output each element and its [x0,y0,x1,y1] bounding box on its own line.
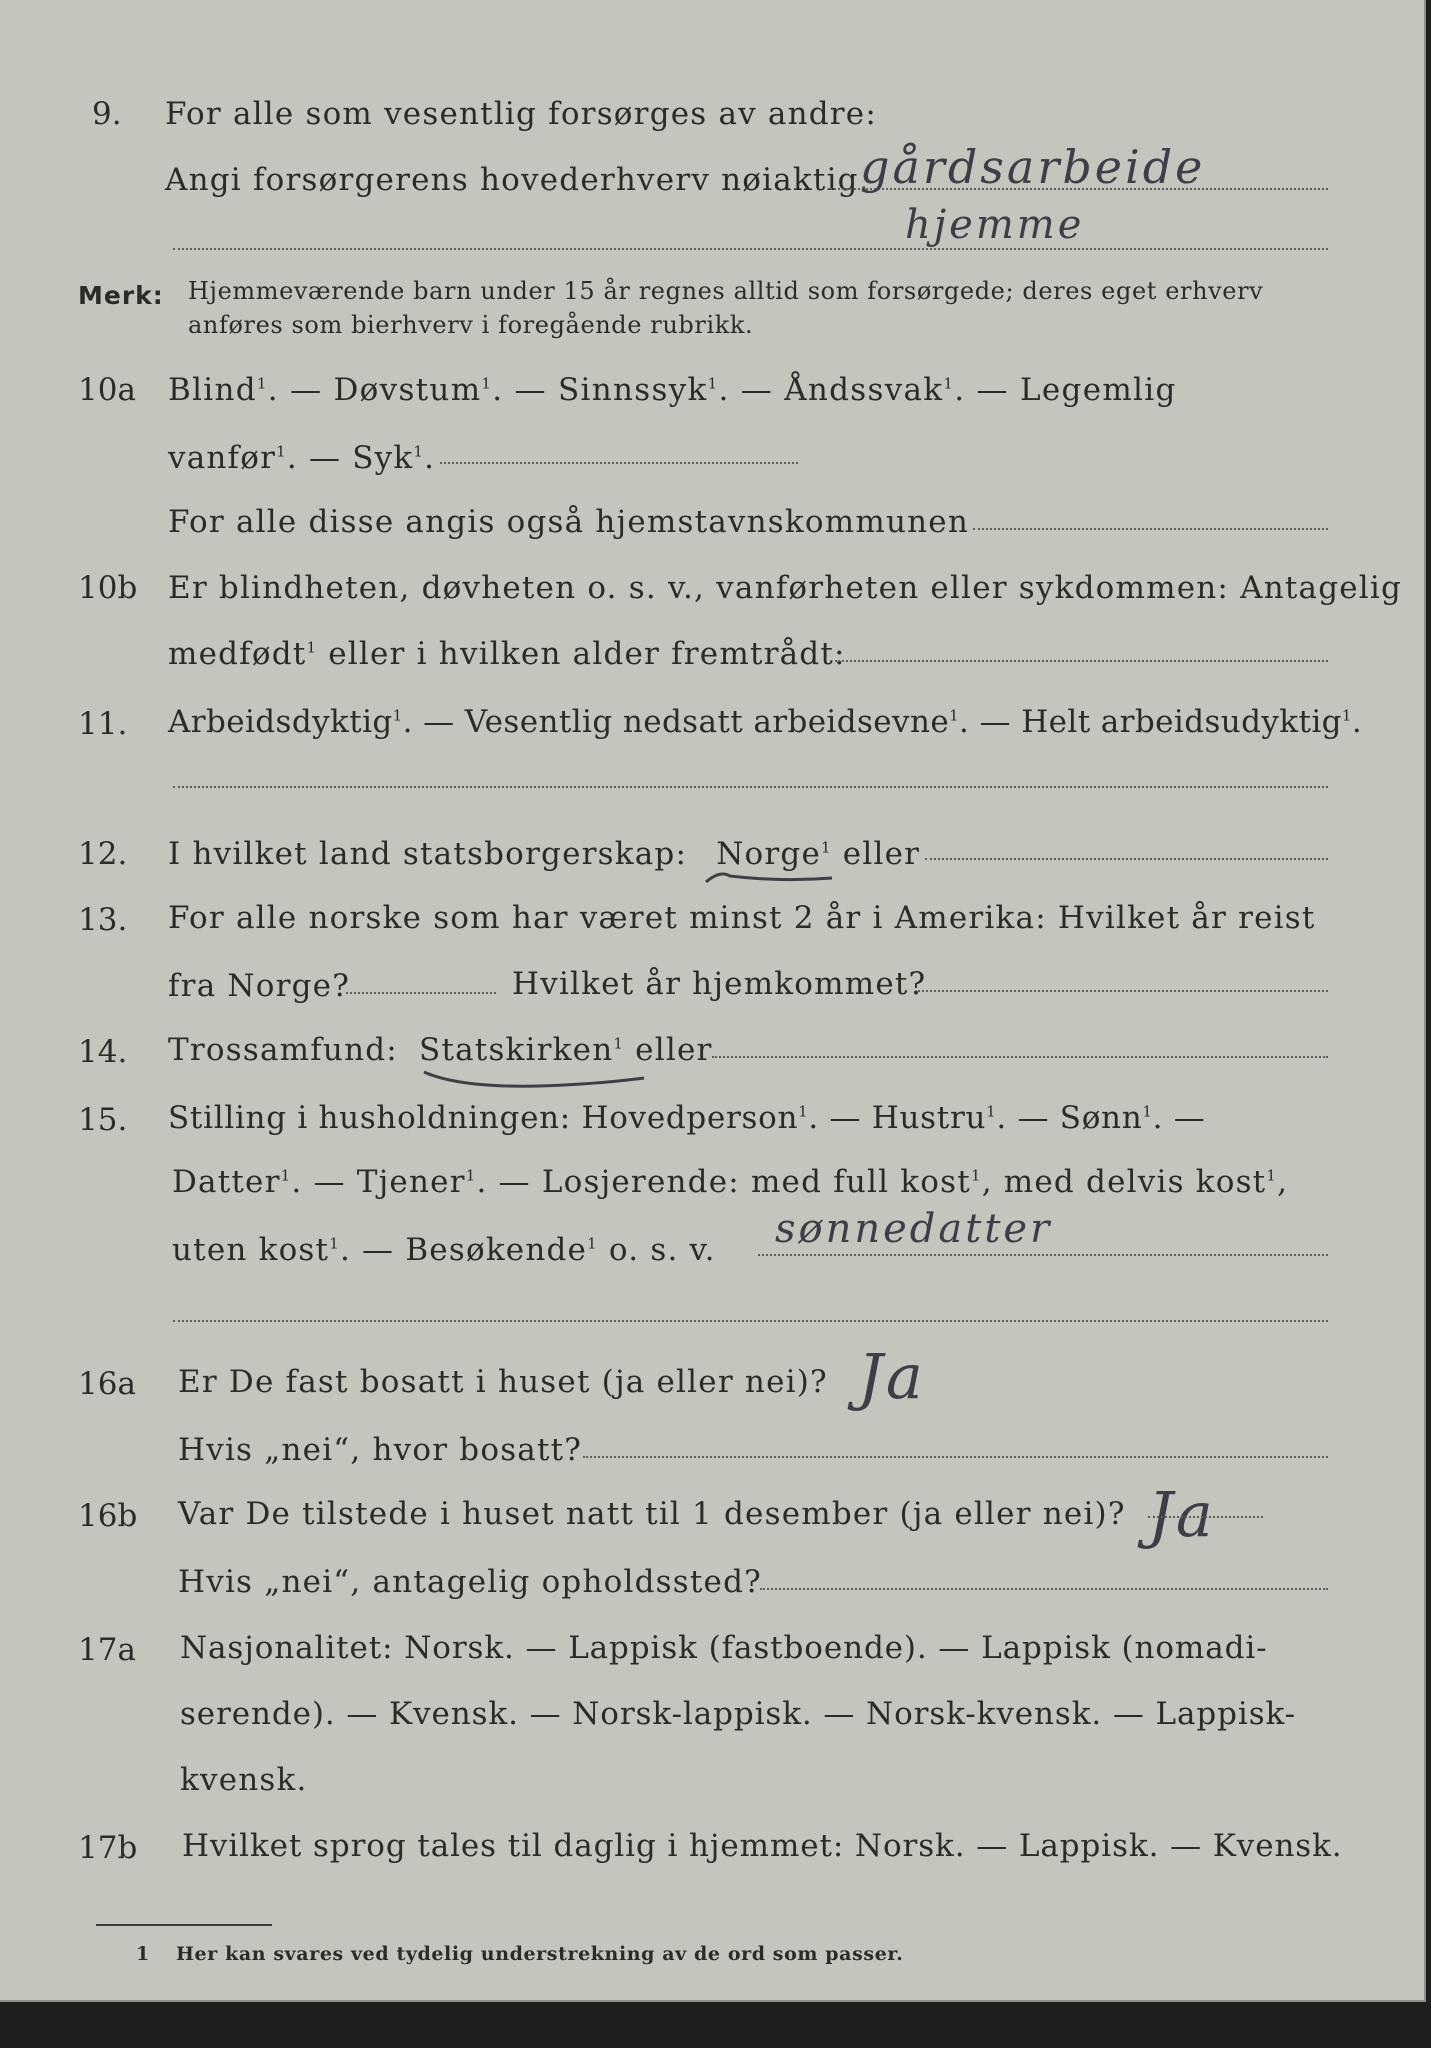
q16a-number: 16a [78,1366,136,1402]
q10b-answer-line[interactable] [835,660,1328,662]
q15-text-line1: Stilling i husholdningen: Hovedperson$^1$. — Hustru$^1$. — Sønn$^1$. — [168,1100,1206,1136]
q10a-text-line1: Blind$^1$. — Døvstum$^1$. — Sinnssyk$^1$. — Åndssvak$^1$. — Legemlig [168,372,1177,408]
footnote-text: Her kan svares ved tydelig understrekning av de ord som passer. [176,1943,904,1965]
q14-answer-line[interactable] [712,1056,1328,1058]
merk-text-line2: anføres som bierhverv i foregående rubrikk. [188,311,754,339]
q17b-text-line1: Hvilket sprog tales til daglig i hjemmet: Norsk. — Lappisk. — Kvensk. [182,1828,1343,1864]
footnote-rule [96,1924,272,1926]
q16b-text-line2: Hvis „nei“, antagelig opholdssted? [178,1564,762,1600]
q12-text-line1: I hvilket land statsborgerskap: Norge$^1$ eller [168,836,921,872]
q16a-handwritten-answer: Ja [858,1340,926,1413]
q17b-number: 17b [78,1830,138,1866]
q17a-text-line2: serende). — Kvensk. — Norsk-lappisk. — Norsk-kvensk. — Lappisk- [180,1696,1297,1732]
q15-answer-line[interactable] [758,1254,1328,1256]
merk-text-line1: Hjemmeværende barn under 15 år regnes alltid som forsørgede; deres eget erhverv [188,277,1264,305]
q15-number: 15. [78,1102,128,1138]
q10b-number: 10b [78,570,138,606]
q12-underline-mark [700,848,840,888]
q14-underline-mark [420,1066,650,1094]
q15-text-line3: uten kost$^1$. — Besøkende$^1$ o. s. v. [172,1232,716,1268]
q15-handwritten-answer: sønnedatter [775,1206,1053,1252]
q15-answer-line2[interactable] [173,1320,1328,1322]
q13-return-year-line[interactable] [918,990,1328,992]
q10b-text-line1: Er blindheten, døvheten o. s. v., vanførheten eller sykdommen: Antagelig [168,570,1403,606]
q16b-answer-line[interactable] [1148,1516,1263,1518]
q16b-number: 16b [78,1498,138,1534]
footnote-marker: 1 [136,1943,150,1965]
q12-number: 12. [78,836,128,872]
q11-answer-line[interactable] [173,786,1328,788]
q10b-text-line2: medfødt$^1$ eller i hvilken alder fremtrådt: [168,636,846,672]
q16b-handwritten-answer: Ja [1148,1478,1216,1551]
q17a-number: 17a [78,1632,136,1668]
q13-number: 13. [78,902,128,938]
q9-text-line1: For alle som vesentlig forsørges av andre: [165,96,877,132]
q14-number: 14. [78,1034,128,1070]
q9-answer-line2[interactable] [173,248,1328,250]
q13-text-line2b: Hvilket år hjemkommet? [512,966,927,1002]
q12-answer-line[interactable] [925,858,1328,860]
q14-text-line1: Trossamfund: Statskirken$^1$ eller [168,1032,713,1068]
q9-number: 9. [92,96,122,132]
q10a-text-line2: vanfør$^1$. — Syk$^1$. [168,440,436,476]
q11-number: 11. [78,706,128,742]
q9-handwritten-answer1: gårdsarbeide [860,140,1206,194]
merk-label: Merk: [78,281,164,310]
q13-text-line1: For alle norske som har været minst 2 år i Amerika: Hvilket år reist [168,900,1316,936]
q10a-home-municipality-line[interactable] [973,528,1328,530]
q17a-text-line1: Nasjonalitet: Norsk. — Lappisk (fastboende). — Lappisk (nomadi- [180,1630,1268,1666]
q14-statskirken-option[interactable]: Statskirken [419,1032,614,1068]
q10a-text-line3: For alle disse angis også hjemstavnskommunen [168,504,969,540]
q13-departure-year-line[interactable] [346,992,496,994]
q11-text-line1: Arbeidsdyktig$^1$. — Vesentlig nedsatt arbeidsevne$^1$. — Helt arbeidsudyktig$^1$. [168,704,1363,740]
q16a-text-line1: Er De fast bosatt i huset (ja eller nei)? [178,1364,828,1400]
q9-text-line2: Angi forsørgerens hovederhverv nøiaktig [165,162,859,198]
q16a-residence-line[interactable] [583,1456,1328,1458]
q12-norge-option[interactable]: Norge [716,836,821,872]
q10a-sick-answer-line[interactable] [440,462,798,464]
q10a-number: 10a [78,372,136,408]
q13-text-line2a: fra Norge? [168,968,351,1004]
q16a-text-line2: Hvis „nei“, hvor bosatt? [178,1432,583,1468]
q16b-text-line1: Var De tilstede i huset natt til 1 desember (ja eller nei)? [178,1496,1126,1532]
q15-text-line2: Datter$^1$. — Tjener$^1$. — Losjerende: med full kost$^1$, med delvis kost$^1$, [172,1164,1289,1200]
q17a-text-line3: kvensk. [180,1762,308,1798]
q16b-location-line[interactable] [760,1588,1328,1590]
q9-handwritten-answer2: hjemme [905,202,1085,248]
